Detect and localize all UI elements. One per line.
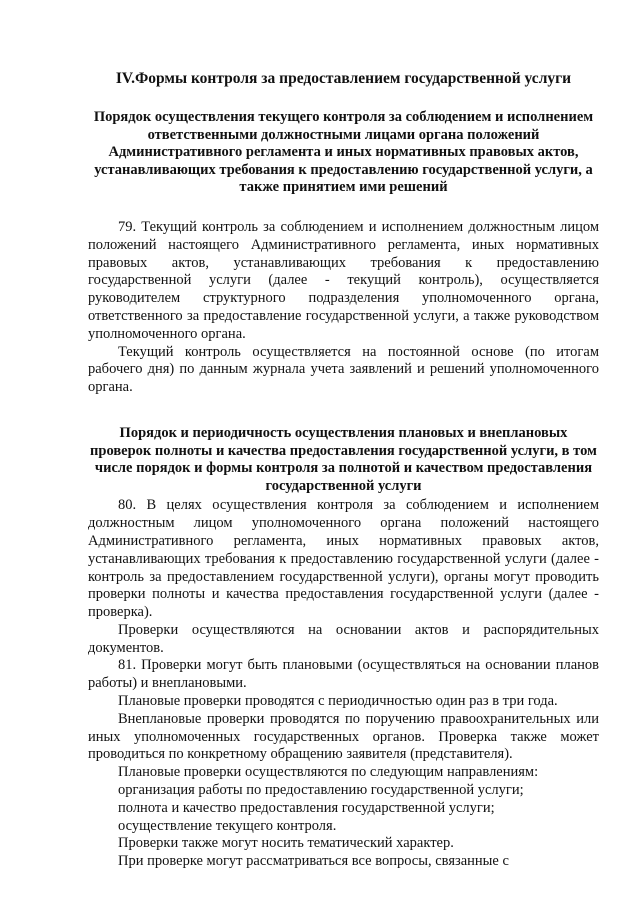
heading-current-control: Порядок осуществления текущего контроля за соблюдением и исполнением ответственными должностными лицами органа положений Административного регламента и иных нормативных правовых актов, устанавливающих требования к предоставлению государственной услуги, а также принятием ими решений xyxy=(93,109,594,196)
list-item: полнота и качество предоставления государственной услуги; xyxy=(118,799,495,816)
paragraph-80: 80. В целях осуществления контроля за соблюдением и исполнением должностным лицом уполномоченного органа положений настоящего Административного регламента, иных нормативных правовых актов, устанавливающих требования к предоставлению государственной услуги (далее - контроль за предоставлением государственной услуги), органы могут проводить проверки полноты и качества предоставления государственной услуги (далее - проверка). xyxy=(88,497,599,621)
list-item: организация работы по предоставлению государственной услуги; xyxy=(118,782,524,799)
paragraph-scope: При проверке могут рассматриваться все вопросы, связанные с xyxy=(118,853,509,870)
section-title: IV.Формы контроля за предоставлением государственной услуги xyxy=(115,70,572,87)
heading-inspections: Порядок и периодичность осуществления плановых и внеплановых проверок полноты и качества предоставления государственной услуги, в том числе порядок и формы контроля за полнотой и качеством предоставления государственной услуги xyxy=(90,424,597,494)
paragraph-unplanned: Внеплановые проверки проводятся по поручению правоохранительных или иных уполномоченных государственных органов. Проверка также может проводиться по конкретному обращению заявителя (представителя). xyxy=(88,710,599,763)
paragraph-81: 81. Проверки могут быть плановыми (осуществляться на основании планов работы) и внеплановыми. xyxy=(88,657,599,692)
list-item: осуществление текущего контроля. xyxy=(118,817,337,834)
paragraph-planned-frequency: Плановые проверки проводятся с периодичностью один раз в три года. xyxy=(118,693,558,710)
paragraph-directions: Плановые проверки осуществляются по следующим направлениям: xyxy=(118,764,539,781)
paragraph-inspection-basis: Проверки осуществляются на основании актов и распорядительных документов. xyxy=(88,621,599,656)
paragraph-current-control-basis: Текущий контроль осуществляется на постоянной основе (по итогам рабочего дня) по данным журнала учета заявлений и решений уполномоченного органа. xyxy=(88,343,599,396)
paragraph-thematic: Проверки также могут носить тематический характер. xyxy=(118,835,454,852)
paragraph-79: 79. Текущий контроль за соблюдением и исполнением должностным лицом положений настоящего Административного регламента, иных нормативных правовых актов, устанавливающих требования к предоставлению государственной услуги (далее - текущий контроль), осуществляется руководителем структурного подразделения уполномоченного органа, ответственного за предоставление государственной услуги, а также руководством уполномоченного органа. xyxy=(88,218,599,342)
